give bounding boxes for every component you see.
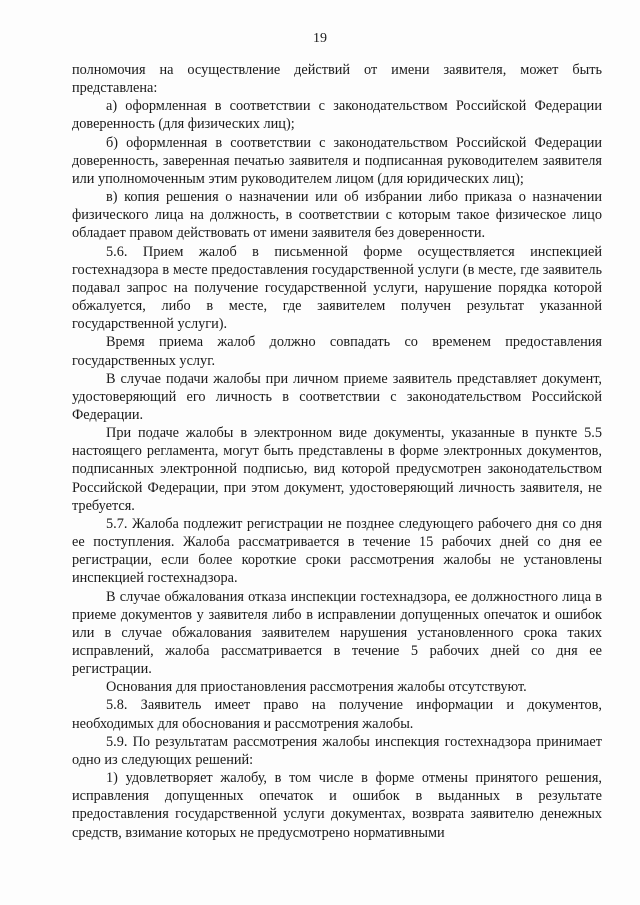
paragraph: В случае обжалования отказа инспекции гостехнадзора, ее должностного лица в приеме документов у заявителя либо в исправлении допущенных опечаток и ошибок или в случае обжалования заявителем нарушения установленного срока таких исправлений, жалоба рассматривается в течение 5 рабочих дней со дня ее регистрации. — [72, 588, 602, 678]
page-number: 19 — [313, 31, 327, 46]
paragraph: Основания для приостановления рассмотрения жалобы отсутствуют. — [106, 679, 527, 696]
paragraph: а) оформленная в соответствии с законодательством Российской Федерации доверенность (для физических лиц); — [72, 98, 602, 133]
paragraph: б) оформленная в соответствии с законодательством Российской Федерации доверенность, заверенная печатью заявителя и подписанная руководителем заявителя или уполномоченным этим руководителем лицом (для юридических лиц); — [72, 134, 602, 187]
paragraph: 5.8. Заявитель имеет право на получение информации и документов, необходимых для обоснования и рассмотрения жалобы. — [72, 697, 602, 732]
paragraph: 1) удовлетворяет жалобу, в том числе в форме отмены принятого решения, исправления допущенных опечаток и ошибок в выданных в результате предоставления государственной услуги документах, возврата заявителю денежных средств, взимание которых не предусмотрено нормативными — [72, 770, 602, 841]
paragraph: Время приема жалоб должно совпадать со временем предоставления государственных услуг. — [72, 334, 602, 369]
paragraph: 5.9. По результатам рассмотрения жалобы инспекция гостехнадзора принимает одно из следующих решений: — [72, 733, 602, 768]
paragraph: полномочия на осуществление действий от имени заявителя, может быть представлена: — [72, 62, 602, 97]
document-body — [72, 61, 602, 842]
paragraph: в) копия решения о назначении или об избрании либо приказа о назначении физического лица на должность, в соответствии с которым такое физическое лицо обладает правом действовать от имени заявителя без доверенности. — [72, 189, 602, 242]
paragraph: В случае подачи жалобы при личном приеме заявитель представляет документ, удостоверяющий его личность в соответствии с законодательством Российской Федерации. — [72, 370, 602, 423]
paragraph: При подаче жалобы в электронном виде документы, указанные в пункте 5.5 настоящего регламента, могут быть представлены в форме электронных документов, подписанных электронной подписью, вид которой предусмотрен законодательством Российской Федерации, при этом документ, удостоверяющий личность заявителя, не требуется. — [72, 425, 602, 514]
paragraph: 5.6. Прием жалоб в письменной форме осуществляется инспекцией гостехнадзора в месте предоставления государственной услуги (в месте, где заявитель подавал запрос на получение государственной услуги, нарушение порядка которой обжалуется, либо в месте, где заявителем получен результат указанной государственной услуги). — [72, 243, 602, 333]
paragraph: 5.7. Жалоба подлежит регистрации не позднее следующего рабочего дня со дня ее поступления. Жалоба рассматривается в течение 15 рабочих дней со дня ее регистрации, если более короткие сроки рассмотрения жалобы не установлены инспекцией гостехнадзора. — [72, 515, 602, 587]
